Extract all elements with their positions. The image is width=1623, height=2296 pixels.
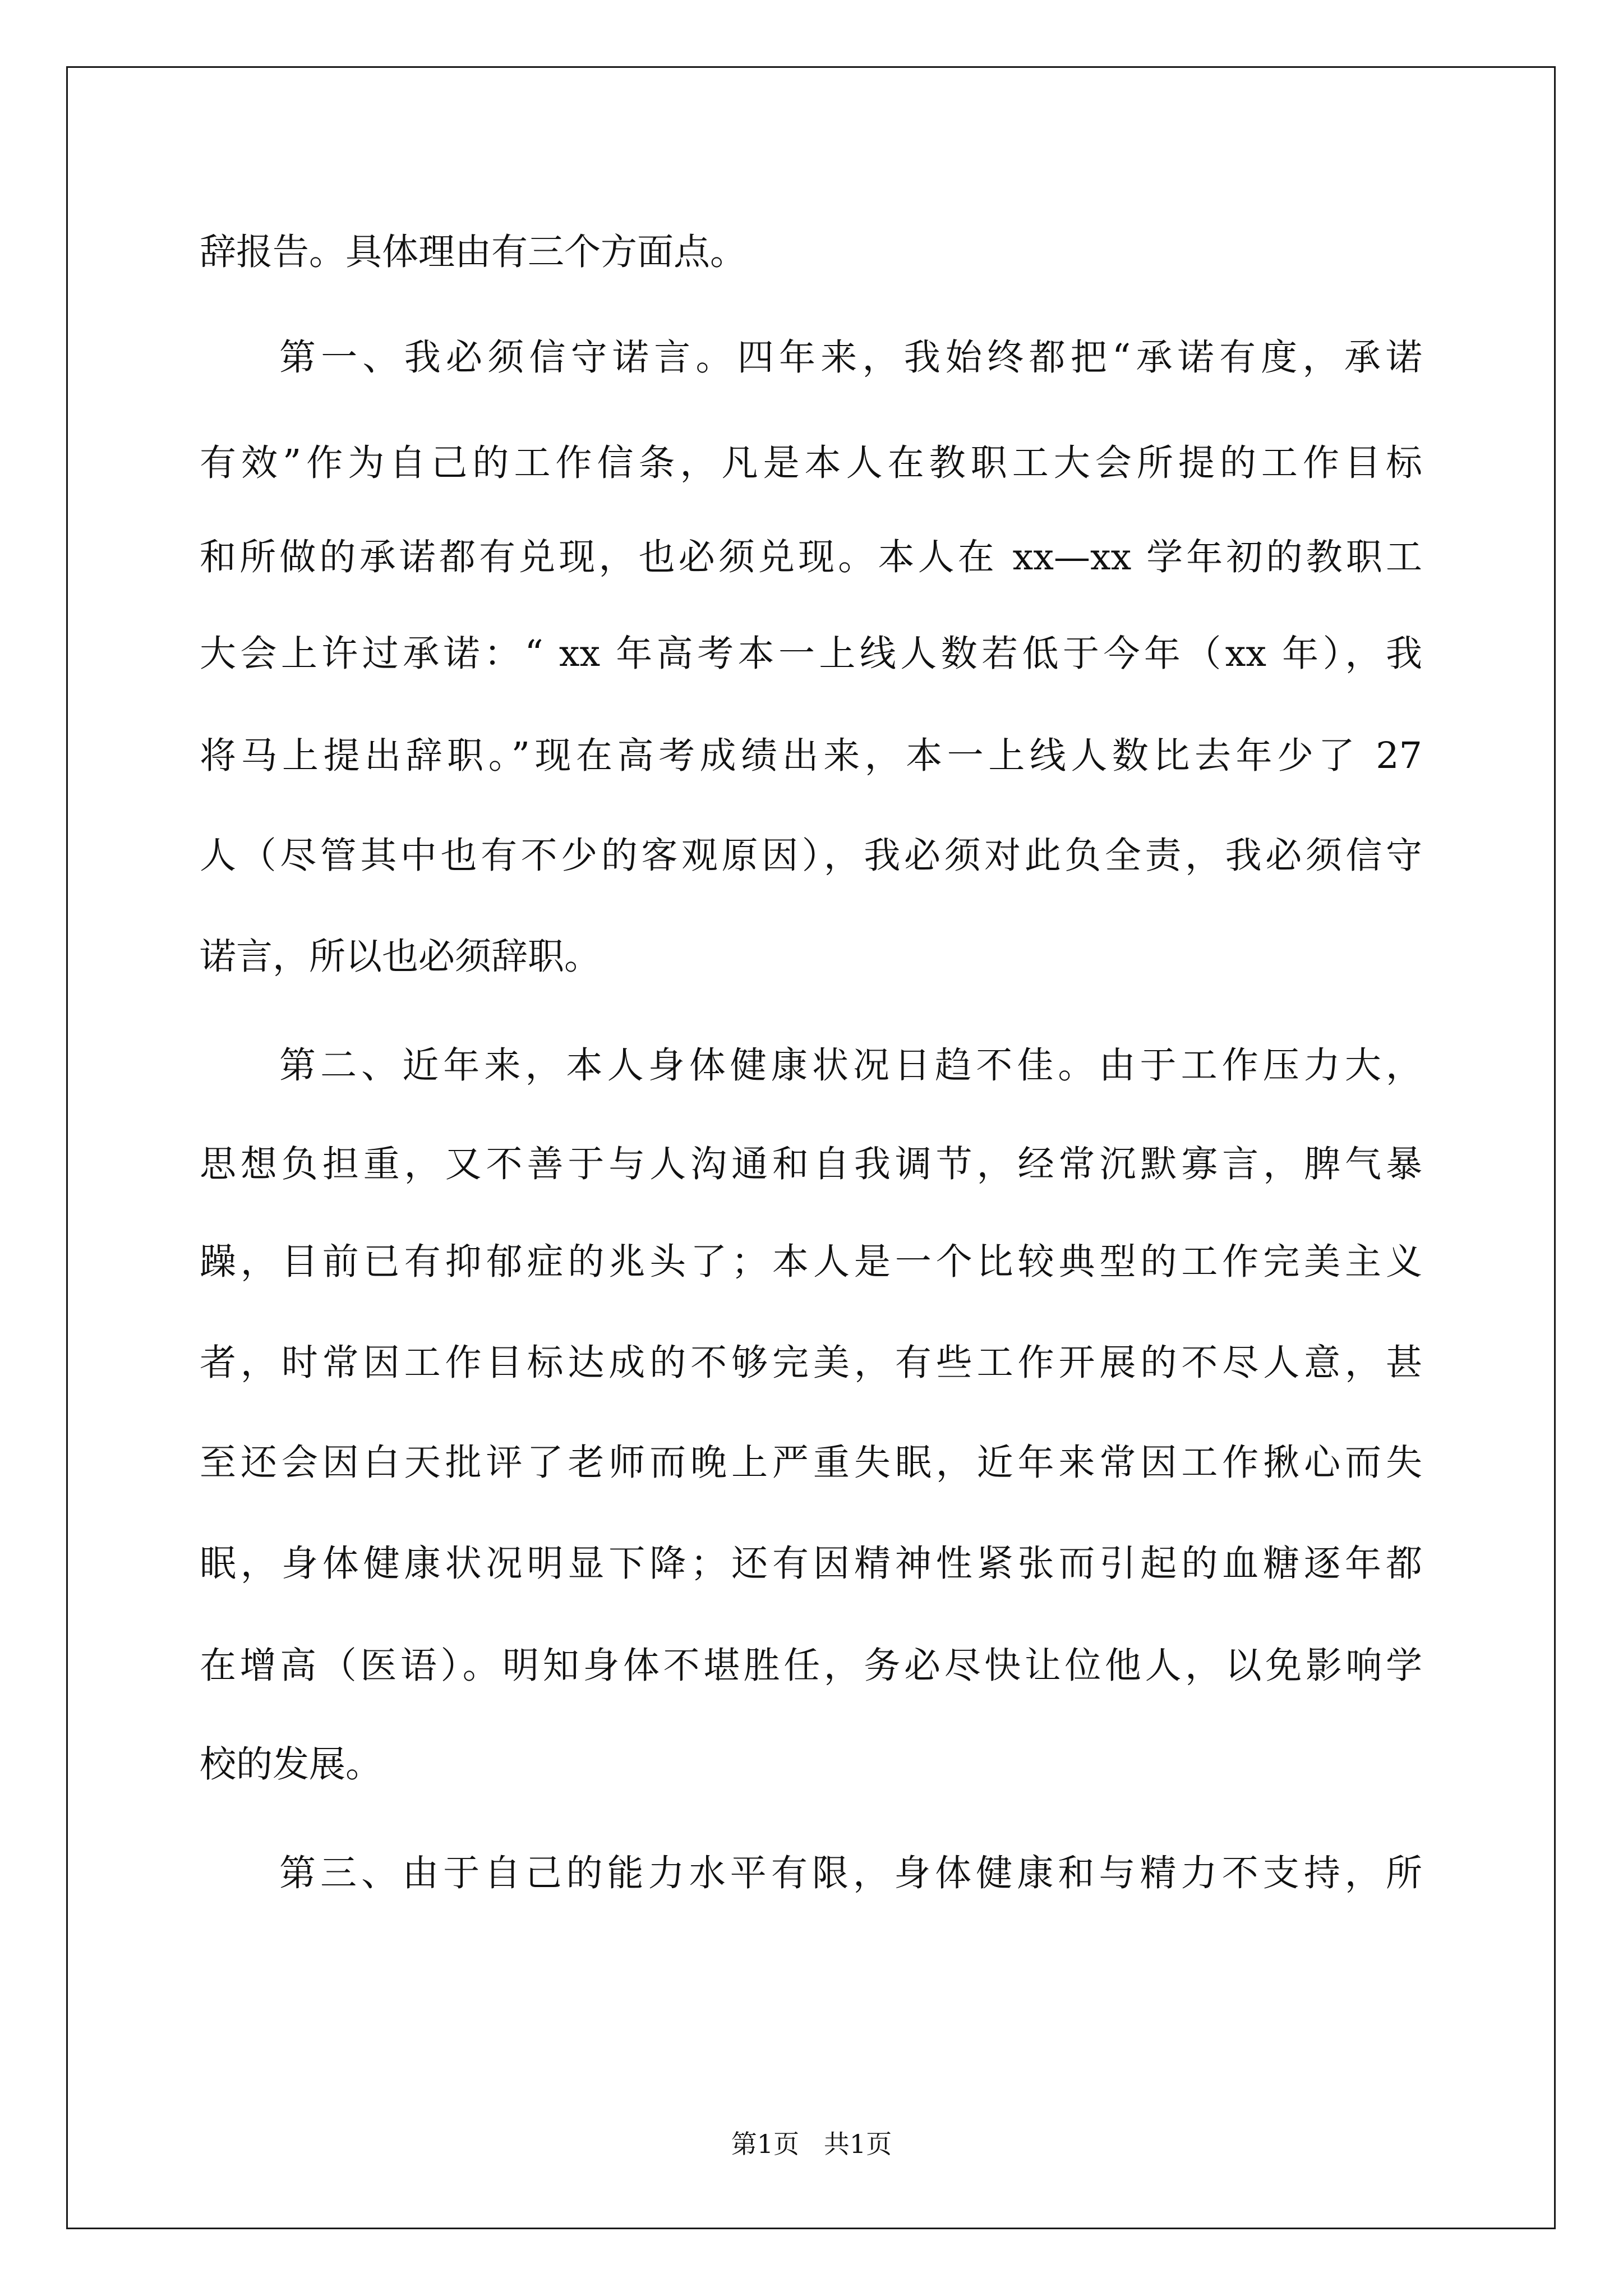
paragraph-line: 和所做的承诺都有兑现，也必须兑现。本人在 xx—xx 学年初的教职工 [200, 536, 1422, 578]
paragraph-line: 第一、我必须信守诺言。四年来，我始终都把“承诺有度，承诺 [279, 337, 1422, 379]
paragraph-line: 人（尽管其中也有不少的客观原因），我必须对此负全责，我必须信守 [200, 835, 1422, 877]
paragraph-line: 第二、近年来，本人身体健康状况日趋不佳。由于工作压力大， [279, 1045, 1422, 1087]
page-footer: 第1页 共1页 [731, 2129, 892, 2159]
paragraph-line: 躁，目前已有抑郁症的兆头了；本人是一个比较典型的工作完美主义 [200, 1241, 1422, 1283]
paragraph-line: 将马上提出辞职。”现在高考成绩出来，本一上线人数比去年少了 27 [200, 735, 1422, 777]
paragraph-line: 在增高（医语）。明知身体不堪胜任，务必尽快让位他人，以免影响学 [200, 1645, 1422, 1687]
paragraph-line: 至还会因白天批评了老师而晚上严重失眠，近年来常因工作揪心而失 [200, 1442, 1422, 1484]
paragraph-line: 大会上许过承诺：“ xx 年高考本一上线人数若低于今年（xx 年），我 [200, 633, 1422, 675]
paragraph-line: 校的发展。 [200, 1743, 382, 1786]
paragraph-line: 思想负担重，又不善于与人沟通和自我调节，经常沉默寡言，脾气暴 [200, 1143, 1422, 1185]
paragraph-line: 诺言，所以也必须辞职。 [200, 936, 601, 978]
paragraph-line: 辞报告。具体理由有三个方面点。 [200, 231, 747, 273]
paragraph-line: 眠，身体健康状况明显下降；还有因精神性紧张而引起的血糖逐年都 [200, 1543, 1422, 1585]
paragraph-line: 第三、由于自己的能力水平有限，身体健康和与精力不支持，所 [279, 1852, 1422, 1894]
paragraph-line: 者，时常因工作目标达成的不够完美，有些工作开展的不尽人意，甚 [200, 1342, 1422, 1384]
paragraph-line: 有效”作为自己的工作信条，凡是本人在教职工大会所提的工作目标 [200, 442, 1422, 484]
